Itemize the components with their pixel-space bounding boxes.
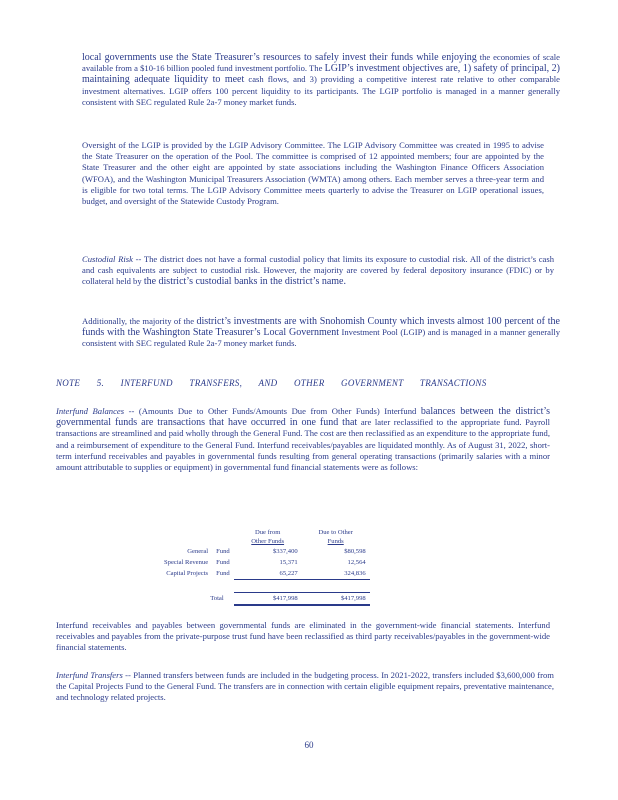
column-header-line: Other Funds (251, 538, 285, 545)
text-line: balances between the district’s governmental funds are transactions that have occurred in one fund that (56, 406, 551, 429)
text-line: district’s investments are with Snohomish County which invests (196, 316, 455, 327)
text-line: local governments use the State Treasurer’s resources to safely invest their funds while enjoying (82, 52, 477, 63)
row-label: General (187, 548, 209, 555)
text-line: cash flows, and 3) providing a competitive interest rate relative to other comparable investment alternatives. LGIP offers 100 percent liquidity to its participants. The LGIP portfolio is managed in a manner generally consistent with SEC regulated Rule 2a-7 money market funds. (82, 74, 560, 107)
column-header-line: Due to Other (318, 529, 353, 536)
paragraph-eliminations (56, 620, 550, 654)
paragraph-lgip-intro (82, 52, 560, 108)
paragraph-interfund-transfers (56, 670, 554, 704)
text-line: the district’s custodial banks in the district’s name. (143, 276, 346, 288)
table-total-row (160, 593, 370, 606)
table-header-row (160, 528, 370, 546)
text-line: Interfund receivables and payables between governmental funds are eliminated in the government-wide financial statements. Interfund receivables and payables from the private-purpose trust fund have been reclassified as third party receivables/payables in the government-wide financial statements. (56, 620, 550, 653)
row-label: Special Revenue (164, 559, 209, 566)
due-to-cell: $80,598 (344, 548, 366, 555)
text-line: -- Planned transfers between funds are included in the budgeting process. In 2021-2022, transfers included $3,600,000 from the Capital Projects Fund to the General Fund. The transfers are in connection with certain eligible equipment repairs, preventative maintenance, and technology related projects. (56, 670, 554, 703)
text-line: almost 100 percent of the funds with the Washington State Treasurer’s Local Government (82, 316, 560, 339)
text-line: LGIP’s investment objectives are, 1) safety of principal, 2) maintaining adequate liquidity to meet (82, 63, 560, 86)
paragraph-oversight (82, 140, 544, 207)
interfund-balances-heading: Interfund Balances (56, 406, 125, 416)
total-label: Total (210, 595, 224, 603)
due-from-cell: 15,371 (279, 559, 298, 566)
text-line: Additionally, the majority of the (82, 316, 197, 326)
column-header (302, 528, 370, 546)
custodial-risk-heading: Custodial Risk (82, 254, 133, 264)
paragraph-custodial-risk (82, 254, 554, 288)
table-row (160, 546, 370, 557)
table-row (160, 557, 370, 568)
due-from-cell: $337,400 (272, 548, 298, 555)
text-line: -- The district does not have a formal custodial policy that limits its exposure to custodial risk. All of the district’s cash and cash equivalents are subject to custodial risk. (82, 254, 555, 276)
paragraph-interfund-balances (56, 406, 550, 473)
row-fund: Fund (216, 548, 230, 555)
note-heading: NOTE 5. INTERFUND TRANSFERS, AND OTHER GOVERNMENT TRANSACTIONS (56, 378, 487, 388)
text-line: Investment Pool (LGIP) and is managed in a manner generally consistent with SEC regulated Rule 2a-7 money market funds. (82, 327, 561, 349)
table-row (160, 568, 370, 580)
due-to-cell: 12,564 (347, 559, 366, 566)
column-header-line: Due from (254, 529, 281, 536)
row-fund: Fund (216, 570, 230, 578)
text-line: the economies of scale available from a $10-16 billion pooled fund investment portfolio. The (82, 52, 560, 74)
text-line: However, the majority are covered by federal depository insurance (FDIC) or by collateral held by (82, 265, 554, 287)
total-due-from-cell: $417,998 (234, 593, 302, 606)
interfund-schedule-table (160, 528, 370, 606)
row-fund: Fund (216, 559, 230, 566)
text-line: -- (Amounts Due to Other Funds/Amounts Due from Other Funds) Interfund (124, 406, 417, 416)
due-from-cell: 65,227 (234, 568, 302, 580)
table-spacer-row (160, 580, 370, 593)
due-to-cell: 324,836 (302, 568, 370, 580)
total-due-to-cell: $417,998 (302, 593, 370, 606)
page-number: 60 (304, 740, 314, 750)
paragraph-investments (82, 316, 560, 350)
column-header-line: Funds (327, 538, 344, 545)
column-header (234, 528, 302, 546)
text-line: Oversight of the LGIP is provided by the LGIP Advisory Committee. The LGIP Advisory Committee was created in 1995 to advise the State Treasurer on the operation of the Pool. The committee is comprised of 12 appointed members; four are appointed by the State Treasurer and the other eight are appointed by state associations including the Washington Finance Officers Association (WFOA), and the Washington Municipal Treasurers Association (WMTA) among others. Each member serves a three-year term and is eligible for two total terms. The LGIP Advisory Committee meets quarterly to advise the Treasurer on LGIP operational issues, budget, and oversight of the Statewide Custody Program. (82, 140, 544, 207)
row-label: Capital Projects (166, 570, 209, 578)
interfund-transfers-heading: Interfund Transfers (56, 670, 123, 680)
text-line: are later reclassified to the appropriate fund. Payroll transactions are streamlined and paid wholly through the General Fund. The cost are then reclassified as an expenditure to the appropriate fund, and a reimbursement of expenditure to the General Fund. Interfund receivables/payables are liquidated monthly. As of August 31, 2022, short-term interfund receivables and payables in governmental funds resulting from general operating transactions (primarily salaries with a minor amount attributable to supplies or equipment) in governmental fund financial statements were as follows: (56, 417, 551, 473)
